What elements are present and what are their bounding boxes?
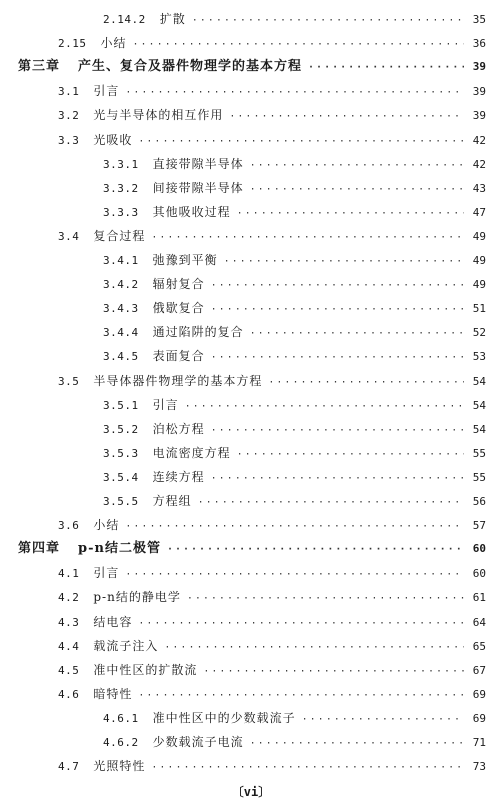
toc-entry[interactable] xyxy=(0,272,486,296)
toc-entry-page: 61 xyxy=(472,591,486,605)
toc-entry[interactable] xyxy=(0,417,486,441)
toc-entry-number: 3.5.5 xyxy=(103,495,139,508)
toc-entry[interactable] xyxy=(0,103,486,127)
toc-entry-title: 光照特性 xyxy=(93,759,146,774)
toc-entry-number: 3.4.1 xyxy=(103,254,139,267)
dot-leader xyxy=(211,298,464,322)
toc-entry-page: 39 xyxy=(472,85,486,99)
toc-entry-title: 复合过程 xyxy=(93,228,146,243)
toc-entry-title: 方程组 xyxy=(152,494,192,508)
toc-entry-number: 3.6 xyxy=(58,519,80,533)
toc-entry-title: 暗特性 xyxy=(93,686,133,701)
toc-entry-number: 4.1 xyxy=(58,567,80,581)
toc-entry-page: 39 xyxy=(472,60,486,74)
toc-entry-page: 64 xyxy=(472,615,486,629)
toc-entry-page: 52 xyxy=(472,326,486,340)
toc-entry[interactable] xyxy=(0,320,486,344)
toc-entry-title: 表面复合 xyxy=(152,349,205,364)
dot-leader xyxy=(138,130,464,154)
toc-entry-page: 57 xyxy=(472,519,486,533)
toc-entry-number: 3.3.1 xyxy=(103,157,139,171)
toc-entry-number: 3.5.4 xyxy=(103,470,139,484)
toc-entry-number: 3.4 xyxy=(58,229,80,243)
dot-leader xyxy=(268,371,464,395)
toc-entry-page: 55 xyxy=(472,470,486,484)
toc-entry-page: 54 xyxy=(472,422,486,436)
dot-leader xyxy=(151,226,464,250)
toc-entry-number: 3.1 xyxy=(58,85,80,99)
toc-entry-page: 43 xyxy=(472,181,486,195)
toc-entry-title: 光与半导体的相互作用 xyxy=(93,108,224,123)
dot-leader xyxy=(211,419,464,443)
dot-leader xyxy=(250,322,464,346)
toc-entry-number: 4.6.2 xyxy=(103,736,139,749)
dot-leader xyxy=(187,587,464,611)
toc-entry-page: 60 xyxy=(472,567,486,581)
toc-entry-title: 半导体器件物理学的基本方程 xyxy=(93,373,263,388)
toc-entry-title: 引言 xyxy=(93,84,120,99)
toc-entry-title: 直接带隙半导体 xyxy=(152,156,244,171)
toc-entry-number: 3.4.2 xyxy=(103,278,139,292)
toc-entry-number: 3.4.4 xyxy=(103,326,139,340)
toc-entry-page: 54 xyxy=(472,398,486,412)
toc-entry[interactable] xyxy=(0,441,486,465)
toc-entry-page: 65 xyxy=(472,639,486,653)
dot-leader xyxy=(185,395,464,419)
toc-entry-page: 49 xyxy=(472,229,486,243)
toc-entry-title: 扩散 xyxy=(159,12,186,26)
toc-entry-title: 载流子注入 xyxy=(93,638,159,653)
toc-entry-number: 4.2 xyxy=(58,591,80,605)
toc-entry[interactable] xyxy=(0,754,486,778)
toc-entry-page: 73 xyxy=(472,760,486,774)
toc-entry-number: 4.5 xyxy=(58,663,80,677)
toc-entry[interactable] xyxy=(0,610,486,634)
dot-leader xyxy=(198,491,464,515)
toc-entry-title: 小结 xyxy=(93,518,120,533)
dot-leader xyxy=(308,56,464,80)
toc-entry[interactable] xyxy=(0,200,486,224)
dot-leader xyxy=(125,563,464,587)
toc-entry-number: 4.4 xyxy=(58,639,80,653)
toc-entry-page: 54 xyxy=(472,374,486,388)
toc-entry-number: 3.3.3 xyxy=(103,205,139,219)
toc-entry[interactable] xyxy=(0,7,486,31)
toc-entry-page: 42 xyxy=(472,157,486,171)
toc-entry-page: 35 xyxy=(472,13,486,26)
dot-leader xyxy=(250,154,464,178)
toc-entry-number: 3.3 xyxy=(58,133,80,147)
toc-entry-title: 通过陷阱的复合 xyxy=(152,325,244,340)
dot-leader xyxy=(250,178,464,202)
toc-entry-title: 光吸收 xyxy=(93,132,133,147)
toc-entry-title: 间接带隙半导体 xyxy=(152,180,244,195)
toc-entry[interactable] xyxy=(0,513,486,537)
dot-leader xyxy=(151,756,464,780)
toc-entry-title: 准中性区中的少数载流子 xyxy=(152,710,296,725)
toc-entry-number: 3.5.2 xyxy=(103,422,139,436)
toc-entry[interactable] xyxy=(0,369,486,393)
toc-entry-page: 60 xyxy=(472,542,486,556)
toc-entry-page: 56 xyxy=(472,495,486,508)
toc-entry-number: 2.15 xyxy=(58,37,87,51)
toc-entry-title: 俄歇复合 xyxy=(152,301,205,316)
toc-entry[interactable] xyxy=(0,489,486,513)
toc-entry-title: 结电容 xyxy=(93,614,133,629)
toc-entry-page: 36 xyxy=(472,37,486,51)
toc-entry-number: 4.6 xyxy=(58,687,80,701)
toc-entry-number: 3.2 xyxy=(58,109,80,123)
dot-leader xyxy=(125,81,464,105)
dot-leader xyxy=(164,636,464,660)
toc-entry-number: 3.4.5 xyxy=(103,350,139,364)
toc-entry-title: 引言 xyxy=(93,566,120,581)
toc-entry-title: 电流密度方程 xyxy=(152,445,231,460)
toc-entry-title: 产生、复合及器件物理学的基本方程 xyxy=(78,59,303,75)
dot-leader xyxy=(167,538,464,562)
dot-leader xyxy=(133,33,464,57)
toc-entry-number: 3.3.2 xyxy=(103,181,139,195)
dot-leader xyxy=(192,9,464,33)
toc-entry[interactable] xyxy=(0,561,486,585)
dot-leader xyxy=(125,515,464,539)
dot-leader xyxy=(138,684,464,708)
toc-entry-title: 少数载流子电流 xyxy=(152,735,244,749)
toc-entry-page: 53 xyxy=(472,350,486,364)
toc-entry[interactable] xyxy=(0,31,486,55)
toc-entry-page: 47 xyxy=(472,205,486,219)
dot-leader xyxy=(211,274,464,298)
toc-entry-title: p-n结二极管 xyxy=(78,541,161,557)
toc-entry-page: 69 xyxy=(472,687,486,701)
toc-chapter-entry[interactable] xyxy=(0,537,486,561)
toc-entry-page: 39 xyxy=(472,109,486,123)
dot-leader xyxy=(211,346,464,370)
toc-entry[interactable] xyxy=(0,658,486,682)
toc-entry-number: 3.5.3 xyxy=(103,446,139,460)
dot-leader xyxy=(302,708,464,732)
toc-entry-number: 第三章 xyxy=(18,59,61,75)
toc-entry[interactable] xyxy=(0,248,486,272)
toc-entry[interactable] xyxy=(0,79,486,103)
toc-entry[interactable] xyxy=(0,465,486,489)
toc-entry-title: 弛豫到平衡 xyxy=(152,253,218,267)
dot-leader xyxy=(229,105,464,129)
toc-entry[interactable] xyxy=(0,152,486,176)
toc-entry[interactable] xyxy=(0,393,486,417)
toc-entry[interactable] xyxy=(0,682,486,706)
toc-entry-page: 49 xyxy=(472,278,486,292)
dot-leader xyxy=(138,612,464,636)
dot-leader xyxy=(237,443,464,467)
toc-entry-number: 3.5.1 xyxy=(103,398,139,412)
toc-entry[interactable] xyxy=(0,296,486,320)
toc-entry-title: 小结 xyxy=(100,36,127,51)
toc-entry-page: 71 xyxy=(472,736,486,749)
toc-entry[interactable] xyxy=(0,730,486,754)
toc-entry-title: p-n结的静电学 xyxy=(93,590,181,605)
toc-entry-title: 其他吸收过程 xyxy=(152,204,231,219)
toc-entry-number: 4.3 xyxy=(58,615,80,629)
dot-leader xyxy=(224,250,464,274)
toc-entry-number: 3.5 xyxy=(58,374,80,388)
toc-entry-page: 49 xyxy=(472,254,486,267)
toc-entry-number: 4.6.1 xyxy=(103,711,139,725)
dot-leader xyxy=(203,660,464,684)
dot-leader xyxy=(211,467,464,491)
toc-entry[interactable] xyxy=(0,706,486,730)
dot-leader xyxy=(237,202,464,226)
toc-entry-number: 3.4.3 xyxy=(103,302,139,316)
toc-entry-number: 4.7 xyxy=(58,760,80,774)
toc-chapter-entry[interactable] xyxy=(0,55,486,79)
toc-entry-title: 准中性区的扩散流 xyxy=(93,662,198,677)
toc-entry[interactable] xyxy=(0,224,486,248)
toc-entry-title: 连续方程 xyxy=(152,469,205,484)
toc-entry-title: 辐射复合 xyxy=(152,277,205,292)
toc-entry-page: 51 xyxy=(472,302,486,316)
toc-entry[interactable] xyxy=(0,585,486,609)
toc-entry-number: 第四章 xyxy=(18,541,61,557)
toc-entry[interactable] xyxy=(0,634,486,658)
page-number-footer: 〔vi〕 xyxy=(231,785,271,799)
toc-entry-title: 引言 xyxy=(152,397,179,412)
dot-leader xyxy=(250,732,464,756)
toc-entry[interactable] xyxy=(0,344,486,368)
toc-entry-number: 2.14.2 xyxy=(103,13,146,26)
toc-entry-page: 55 xyxy=(472,446,486,460)
toc-entry-page: 69 xyxy=(472,711,486,725)
toc-entry[interactable] xyxy=(0,176,486,200)
toc-entry-title: 泊松方程 xyxy=(152,421,205,436)
toc-entry-page: 67 xyxy=(472,663,486,677)
toc-entry-page: 42 xyxy=(472,133,486,147)
toc-entry[interactable] xyxy=(0,128,486,152)
